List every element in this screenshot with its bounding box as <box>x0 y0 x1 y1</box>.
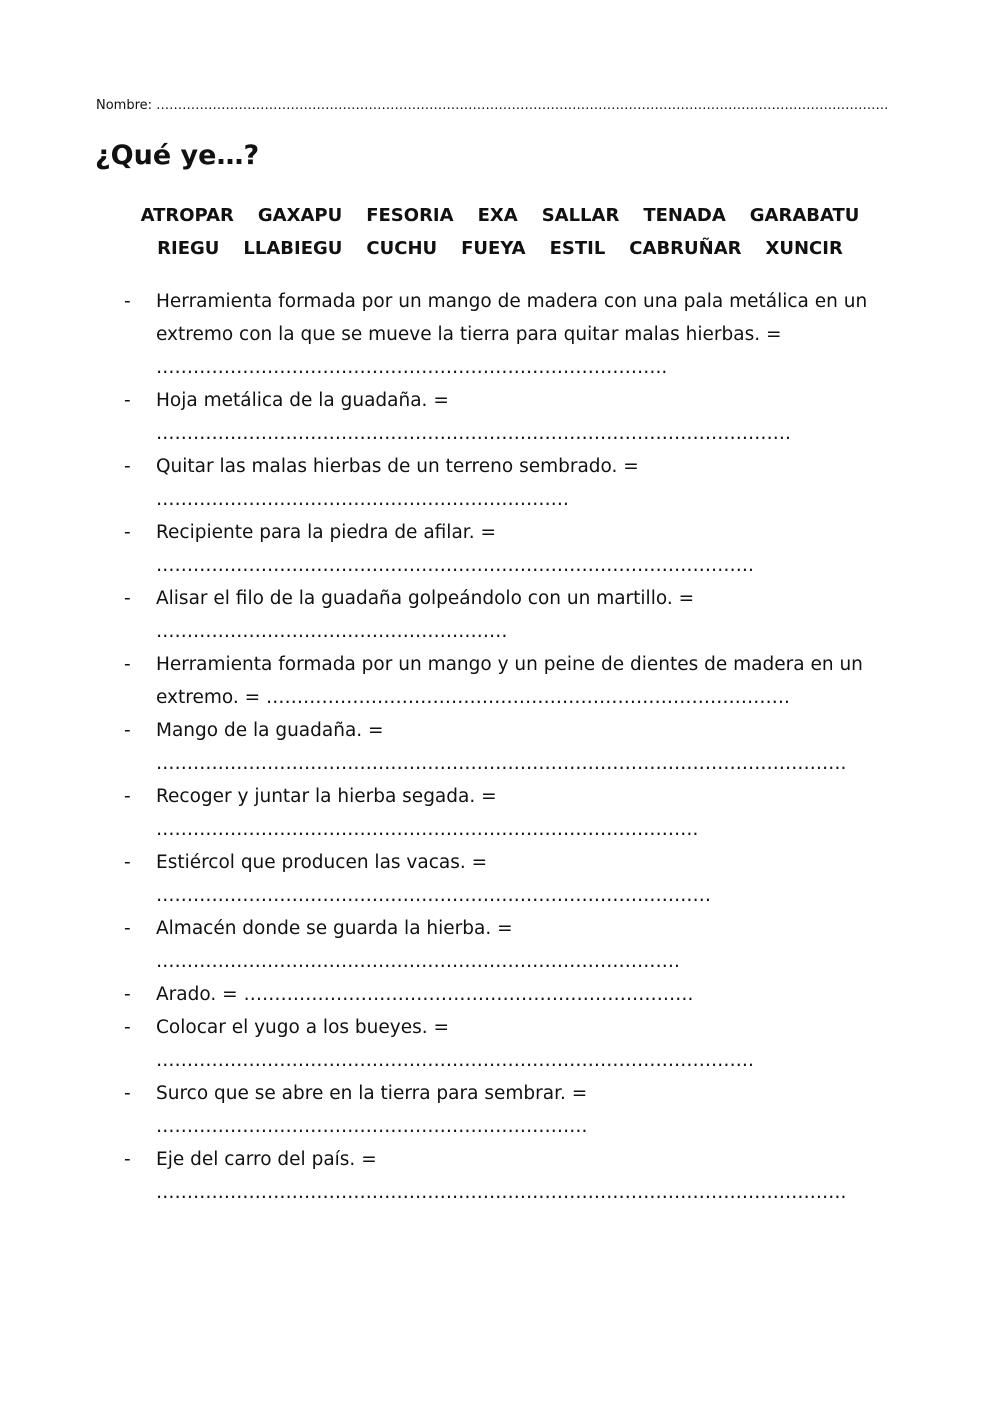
word-bank-item: GARABATU <box>749 205 860 226</box>
word-bank-item: LLABIEGU <box>243 238 343 259</box>
word-bank-item: CABRUÑAR <box>629 238 742 259</box>
list-bullet: - <box>124 1083 131 1104</box>
answer-blank[interactable]: ……………………………………………………………………………………. <box>156 1050 754 1071</box>
answer-blank[interactable]: …………………………………………………………………………………………………. <box>156 1182 847 1203</box>
definition-item <box>124 285 904 384</box>
answer-blank[interactable]: ……………………………………………………………………………… <box>156 885 711 906</box>
definition-text: Herramienta formada por un mango de madera con una pala metálica en un <box>156 291 868 312</box>
definition-text: Mango de la guadaña. = <box>156 720 384 741</box>
word-bank-item: ATROPAR <box>140 205 234 226</box>
word-bank-item: SALLAR <box>541 205 620 226</box>
definition-text: Recipiente para la piedra de afilar. = <box>156 522 496 543</box>
word-bank-item: EXA <box>477 205 518 226</box>
word-bank-item: CUCHU <box>366 238 438 259</box>
definition-item <box>124 912 904 978</box>
definition-item <box>124 1077 904 1143</box>
word-bank-row-2 <box>95 238 905 259</box>
list-bullet: - <box>124 984 131 1005</box>
list-bullet: - <box>124 654 131 675</box>
definition-item <box>124 516 904 582</box>
definition-text: Alisar el filo de la guadaña golpeándolo con un martillo. = <box>156 588 695 609</box>
definition-item <box>124 780 904 846</box>
list-bullet: - <box>124 786 131 807</box>
word-bank-item: XUNCIR <box>765 238 843 259</box>
word-bank-item: RIEGU <box>157 238 220 259</box>
definition-text: Recoger y juntar la hierba segada. = <box>156 786 497 807</box>
answer-blank[interactable]: extremo. = …………………………………………………………………………. <box>156 687 790 708</box>
list-bullet: - <box>124 390 131 411</box>
definition-text: Surco que se abre en la tierra para sembrar. = <box>156 1083 588 1104</box>
definition-item <box>124 1011 904 1077</box>
list-bullet: - <box>124 588 131 609</box>
definition-text: Hoja metálica de la guadaña. = <box>156 390 449 411</box>
word-bank-item: GAXAPU <box>257 205 343 226</box>
list-bullet: - <box>124 852 131 873</box>
answer-blank[interactable]: ……………………………………………………………………….. <box>156 357 668 378</box>
answer-blank[interactable]: …………………………………………………………………………………………………. <box>156 753 847 774</box>
word-bank-item: FESORIA <box>366 205 454 226</box>
definition-item <box>124 384 904 450</box>
list-bullet: - <box>124 291 131 312</box>
answer-blank[interactable]: ……………………………………………………………………………. <box>156 819 699 840</box>
definition-text[interactable]: Arado. = ………………………………………………………………. <box>156 984 694 1005</box>
answer-blank[interactable]: …………………………………………………………. <box>156 489 569 510</box>
definition-item <box>124 978 904 1011</box>
definition-text: Eje del carro del país. = <box>156 1149 377 1170</box>
definition-list <box>124 285 904 1209</box>
answer-blank[interactable]: ………………………………………………… <box>156 621 508 642</box>
definition-text: Quitar las malas hierbas de un terreno sembrado. = <box>156 456 639 477</box>
word-bank-item: FUEYA <box>461 238 526 259</box>
list-bullet: - <box>124 1149 131 1170</box>
answer-blank[interactable]: ……………………………………………………………. <box>156 1116 588 1137</box>
answer-blank[interactable]: ……………………………………………………………………………………. <box>156 555 754 576</box>
answer-blank[interactable]: …………………………………………………………………………. <box>156 951 680 972</box>
list-bullet: - <box>124 918 131 939</box>
definition-text: Almacén donde se guarda la hierba. = <box>156 918 513 939</box>
definition-item <box>124 714 904 780</box>
definition-item <box>124 450 904 516</box>
name-field-label: Nombre: ……………………………………………………………………………………………………………………………………………………. <box>96 98 889 113</box>
list-bullet: - <box>124 456 131 477</box>
definition-text: Herramienta formada por un mango y un peine de dientes de madera en un <box>156 654 863 675</box>
word-bank-item: TENADA <box>643 205 726 226</box>
definition-text: extremo con la que se mueve la tierra para quitar malas hierbas. = <box>156 324 782 345</box>
list-bullet: - <box>124 1017 131 1038</box>
definition-item <box>124 846 904 912</box>
definition-item <box>124 582 904 648</box>
list-bullet: - <box>124 522 131 543</box>
page-title: ¿Qué ye…? <box>95 140 260 171</box>
definition-item <box>124 1143 904 1209</box>
definition-text: Estiércol que producen las vacas. = <box>156 852 488 873</box>
word-bank-row-1 <box>95 205 905 226</box>
list-bullet: - <box>124 720 131 741</box>
word-bank-item: ESTIL <box>549 238 606 259</box>
answer-blank[interactable]: …………………………………………………………………………………………. <box>156 423 791 444</box>
definition-item <box>124 648 904 714</box>
definition-text: Colocar el yugo a los bueyes. = <box>156 1017 449 1038</box>
